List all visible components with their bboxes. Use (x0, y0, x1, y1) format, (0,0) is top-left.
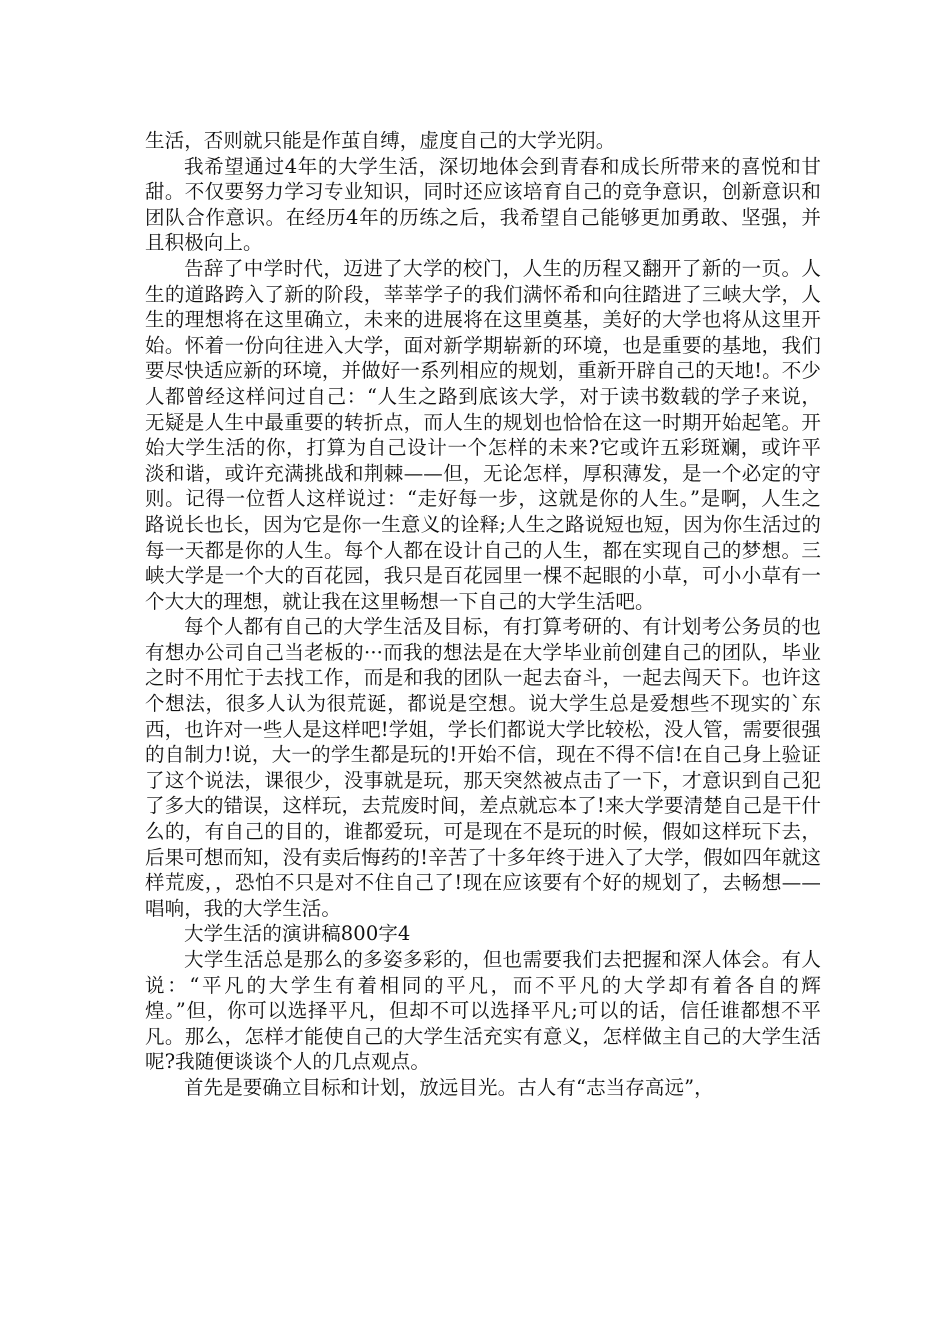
paragraph: 首先是要确立目标和计划，放远目光。古人有“志当存高远”， (184, 1075, 714, 1099)
paragraph: 告辞了中学时代，迈进了大学的校门，人生的历程又翻开了新的一页。人生的道路跨入了新的阶段，莘莘学子的我们满怀希和向往踏进了三峡大学，人生的理想将在这里确立，未来的进展将在这里奠基，美好的大学也将从这里开始。怀着一份向往进入大学，面对新学期崭新的环境，也是重要的基地，我们要尽快适应新的环境，并做好一系列相应的规划，重新开辟自己的天地!。不少人都曾经这样问过自己：“人生之路到底该大学，对于读书数载的学子来说，无疑是人生中最重要的转折点，而人生的规划也恰恰在这一时期开始起笔。开始大学生活的你，打算为自己设计一个怎样的未来?它或许五彩斑斓，或许平淡和谐，或许充满挑战和荆棘——但，无论怎样，厚积薄发，是一个必定的守则。记得一位哲人这样说过：“走好每一步，这就是你的人生。”是啊，人生之路说长也长，因为它是你一生意义的诠释;人生之路说短也短，因为你生活过的每一天都是你的人生。每个人都在设计自己的人生，都在实现自己的梦想。三峡大学是一个大的百花园，我只是百花园里一棵不起眼的小草，可小小草有一个大大的理想，就让我在这里畅想一下自己的大学生活吧。 (145, 256, 821, 613)
section-heading: 大学生活的演讲稿800字4 (184, 922, 411, 946)
paragraph-continuation: 生活，否则就只能是作茧自缚，虚度自己的大学光阴。 (145, 129, 616, 152)
paragraph: 每个人都有自己的大学生活及目标，有打算考研的、有计划考公务员的也有想办公司自己当老板的···而我的想法是在大学毕业前创建自己的团队，毕业之时不用忙于去找工作，而是和我的团队一起去奋斗，一起去闯天下。也许这个想法，很多人认为很荒诞，都说是空想。说大学生总是爱想些不现实的`东西，也许对一些人是这样吧!学姐，学长们都说大学比较松，没人管，需要很强的自制力!说，大一的学生都是玩的!开始不信，现在不得不信!在自己身上验证了这个说法，课很少，没事就是玩，那天突然被点击了一下，才意识到自己犯了多大的错误，这样玩，去荒废时间，差点就忘本了!来大学要清楚自己是干什么的，有自己的目的，谁都爱玩，可是现在不是玩的时候，假如这样玩下去，后果可想而知，没有卖后悔药的!辛苦了十多年终于进入了大学，假如四年就这样荒废，，恐怕不只是对不住自己了!现在应该要有个好的规划了，去畅想——唱响，我的大学生活。 (145, 615, 821, 920)
paragraph: 我希望通过4年的大学生活，深切地体会到青春和成长所带来的喜悦和甘甜。不仅要努力学习专业知识，同时还应该培育自己的竞争意识，创新意识和团队合作意识。在经历4年的历练之后，我希望自己能够更加勇敢、坚强，并且积极向上。 (145, 154, 821, 255)
document-page (145, 128, 821, 1101)
paragraph: 大学生活总是那么的多姿多彩的，但也需要我们去把握和深人体会。有人说：“平凡的大学生有着相同的平凡，而不平凡的大学却有着各自的辉煌。”但，你可以选择平凡，但却不可以选择平凡;可以的话，信任谁都想不平凡。那么，怎样才能使自己的大学生活充实有意义，怎样做主自己的大学生活呢?我随便谈谈个人的几点观点。 (145, 948, 821, 1074)
